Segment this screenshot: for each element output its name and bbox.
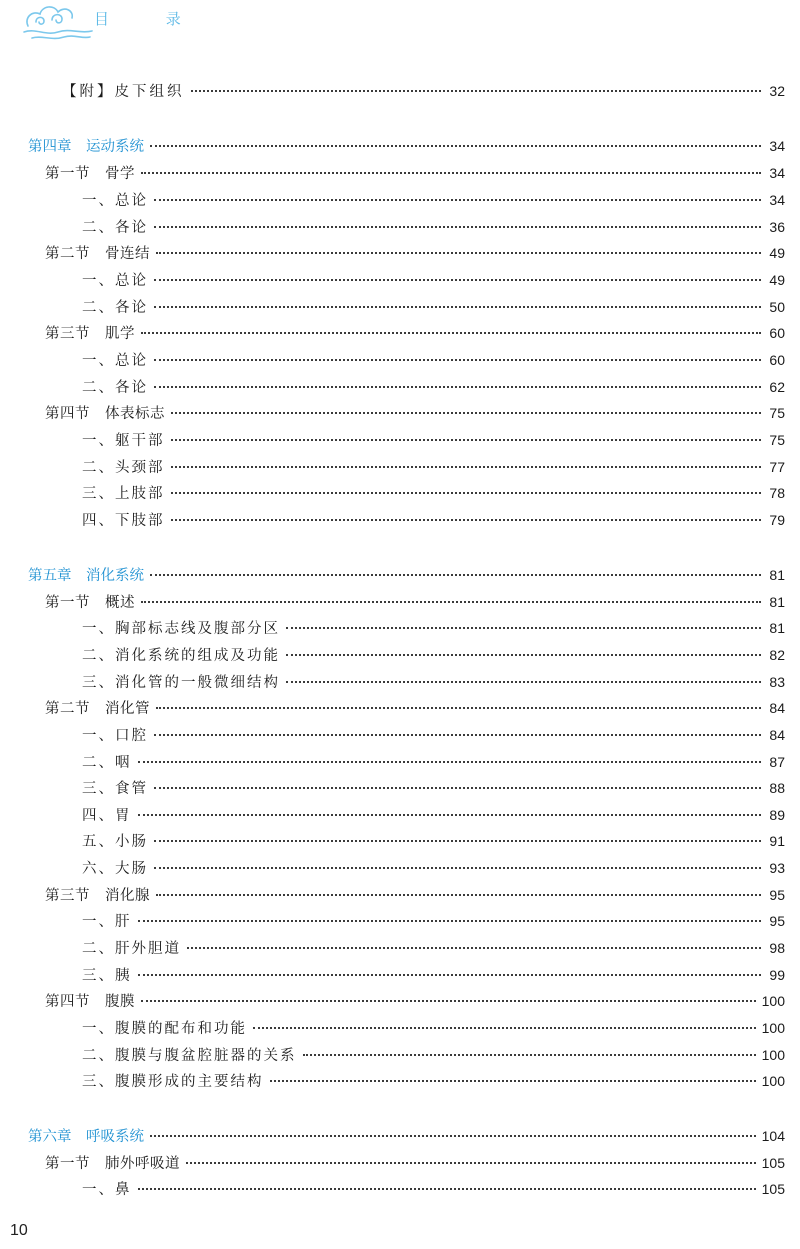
dot-leader (138, 974, 762, 976)
toc-entry-page-number: 82 (769, 647, 785, 663)
dot-leader (286, 654, 761, 656)
toc-entry-label: 一、腹膜的配布和功能 (82, 1021, 247, 1037)
dot-leader (171, 466, 762, 468)
dot-leader (154, 867, 761, 869)
toc-entry-label: 一、肝 (82, 914, 132, 930)
dot-leader (270, 1080, 756, 1082)
toc-subsection-entry[interactable] (82, 725, 785, 745)
toc-entry-label: 三、胰 (82, 968, 132, 984)
dot-leader (141, 1000, 756, 1002)
toc-subsection-entry[interactable] (82, 645, 785, 665)
dot-leader (154, 787, 761, 789)
toc-entry-label: 一、口腔 (82, 728, 148, 744)
dot-leader (138, 761, 762, 763)
toc-entry-page-number: 81 (769, 620, 785, 636)
toc-entry-label: 三、腹膜形成的主要结构 (82, 1074, 264, 1090)
toc-entry-label: 四、胃 (82, 808, 132, 824)
toc-entry-label: 二、各论 (82, 220, 148, 236)
toc-entry-label: 第五章 消化系统 (28, 568, 144, 584)
dot-leader (154, 386, 761, 388)
dot-leader (138, 814, 762, 816)
toc-entry-page-number: 83 (769, 674, 785, 690)
toc-entry-page-number: 75 (769, 405, 785, 421)
toc-section-entry[interactable] (45, 403, 785, 423)
dot-leader (156, 252, 761, 254)
dot-leader (154, 226, 761, 228)
toc-entry-label: 第一节 肺外呼吸道 (45, 1156, 180, 1172)
toc-section-entry[interactable] (45, 885, 785, 905)
toc-subsection-entry[interactable] (82, 510, 785, 530)
toc-subsection-entry[interactable] (82, 217, 785, 237)
toc-entry-label: 四、下肢部 (82, 513, 165, 529)
dot-leader (253, 1027, 756, 1029)
toc-entry-page-number: 105 (761, 1181, 785, 1197)
toc-subsection-entry[interactable] (82, 1179, 785, 1199)
toc-subsection-entry[interactable] (82, 672, 785, 692)
toc-entry-page-number: 36 (769, 219, 785, 235)
toc-entry-page-number: 84 (769, 700, 785, 716)
toc-entry-label: 一、胸部标志线及腹部分区 (82, 621, 280, 637)
dot-leader (187, 947, 761, 949)
toc-entry-page-number: 32 (769, 83, 785, 99)
toc-entry-label: 第一节 骨学 (45, 166, 135, 182)
toc-entry-page-number: 49 (769, 245, 785, 261)
toc-entry-label: 一、躯干部 (82, 433, 165, 449)
dot-leader (286, 681, 761, 683)
toc-section-entry[interactable] (45, 1153, 785, 1173)
toc-subsection-entry[interactable] (82, 1071, 785, 1091)
toc-section-entry[interactable] (45, 323, 785, 343)
toc-subsection-entry[interactable] (82, 1018, 785, 1038)
toc-entry-label: 一、总论 (82, 193, 148, 209)
toc-entry-page-number: 81 (769, 594, 785, 610)
dot-leader (171, 439, 762, 441)
toc-entry-page-number: 77 (769, 459, 785, 475)
toc-entry-label: 二、各论 (82, 380, 148, 396)
dot-leader (154, 199, 761, 201)
toc-entry-label: 二、各论 (82, 300, 148, 316)
toc-entry-page-number: 34 (769, 138, 785, 154)
toc-chapter-entry[interactable] (28, 1126, 785, 1146)
toc-section-entry[interactable] (45, 243, 785, 263)
toc-entry-page-number: 60 (769, 325, 785, 341)
dot-leader (150, 145, 761, 147)
toc-entry-page-number: 34 (769, 165, 785, 181)
toc-section-entry[interactable] (45, 698, 785, 718)
toc-subsection-entry[interactable] (82, 377, 785, 397)
toc-subsection-entry[interactable] (82, 350, 785, 370)
dot-leader (286, 627, 761, 629)
toc-entry-label: 第四节 腹膜 (45, 994, 135, 1010)
toc-entry-label: 一、总论 (82, 353, 148, 369)
toc-entry-label: 三、消化管的一般微细结构 (82, 675, 280, 691)
toc-entry-label: 【附】皮下组织 (62, 84, 185, 100)
toc-entry-page-number: 88 (769, 780, 785, 796)
toc-entry-page-number: 49 (769, 272, 785, 288)
toc-section-entry[interactable] (45, 991, 785, 1011)
toc-appendix-entry[interactable] (62, 81, 785, 101)
toc-entry-label: 二、消化系统的组成及功能 (82, 648, 280, 664)
toc-subsection-entry[interactable] (82, 831, 785, 851)
toc-entry-label: 第二节 骨连结 (45, 246, 150, 262)
toc-entry-label: 二、头颈部 (82, 460, 165, 476)
dot-leader (303, 1054, 756, 1056)
toc-entry-page-number: 95 (769, 887, 785, 903)
toc-entry-label: 五、小肠 (82, 834, 148, 850)
toc-subsection-entry[interactable] (82, 805, 785, 825)
toc-section-entry[interactable] (45, 163, 785, 183)
dot-leader (138, 920, 762, 922)
dot-leader (154, 359, 761, 361)
toc-subsection-entry[interactable] (82, 430, 785, 450)
dot-leader (171, 492, 762, 494)
toc-entry-page-number: 50 (769, 299, 785, 315)
toc-entry-page-number: 91 (769, 833, 785, 849)
dot-leader (150, 574, 761, 576)
page-number: 10 (10, 1222, 28, 1239)
toc-entry-label: 二、咽 (82, 755, 132, 771)
toc-entry-label: 第一节 概述 (45, 595, 135, 611)
toc-entry-page-number: 75 (769, 432, 785, 448)
toc-entry-label: 三、食管 (82, 781, 148, 797)
toc-entry-page-number: 100 (761, 1047, 785, 1063)
toc-entry-page-number: 93 (769, 860, 785, 876)
toc-entry-page-number: 84 (769, 727, 785, 743)
dot-leader (154, 306, 761, 308)
dot-leader (156, 707, 761, 709)
toc-entry-page-number: 79 (769, 512, 785, 528)
dot-leader (156, 894, 761, 896)
toc-entry-page-number: 100 (761, 1020, 785, 1036)
toc-entry-label: 二、腹膜与腹盆腔脏器的关系 (82, 1048, 297, 1064)
toc-entry-page-number: 104 (761, 1128, 785, 1144)
toc-subsection-entry[interactable] (82, 965, 785, 985)
toc-chapter-entry[interactable] (28, 136, 785, 156)
toc-entry-page-number: 100 (761, 1073, 785, 1089)
dot-leader (150, 1135, 756, 1137)
dot-leader (141, 332, 761, 334)
dot-leader (171, 412, 761, 414)
toc-subsection-entry[interactable] (82, 1045, 785, 1065)
toc-subsection-entry[interactable] (82, 938, 785, 958)
dot-leader (154, 734, 761, 736)
toc-entry-page-number: 78 (769, 485, 785, 501)
dot-leader (186, 1162, 756, 1164)
toc-subsection-entry[interactable] (82, 483, 785, 503)
toc-subsection-entry[interactable] (82, 778, 785, 798)
toc-entry-page-number: 95 (769, 913, 785, 929)
toc-subsection-entry[interactable] (82, 190, 785, 210)
toc-entry-page-number: 100 (761, 993, 785, 1009)
toc-entry-page-number: 89 (769, 807, 785, 823)
toc-subsection-entry[interactable] (82, 911, 785, 931)
toc-subsection-entry[interactable] (82, 457, 785, 477)
dot-leader (138, 1188, 756, 1190)
toc-entry-label: 第六章 呼吸系统 (28, 1129, 144, 1145)
toc-entry-label: 二、肝外胆道 (82, 941, 181, 957)
toc-entry-label: 第三节 消化腺 (45, 888, 150, 904)
toc-entry-page-number: 81 (769, 567, 785, 583)
toc-entry-page-number: 99 (769, 967, 785, 983)
toc-entry-label: 三、上肢部 (82, 486, 165, 502)
dot-leader (191, 90, 762, 92)
dot-leader (154, 279, 761, 281)
toc-entry-page-number: 105 (761, 1155, 785, 1171)
toc-entry-page-number: 87 (769, 754, 785, 770)
dot-leader (154, 840, 761, 842)
dot-leader (141, 172, 761, 174)
toc-subsection-entry[interactable] (82, 297, 785, 317)
toc-chapter-entry[interactable] (28, 565, 785, 585)
toc-entry-label: 一、鼻 (82, 1182, 132, 1198)
toc-entry-page-number: 34 (769, 192, 785, 208)
toc-entry-label: 第二节 消化管 (45, 701, 150, 717)
toc-entry-page-number: 62 (769, 379, 785, 395)
dot-leader (141, 601, 761, 603)
toc-heading: 目 录 (94, 10, 207, 28)
toc-subsection-entry[interactable] (82, 858, 785, 878)
toc-subsection-entry[interactable] (82, 752, 785, 772)
toc-subsection-entry[interactable] (82, 618, 785, 638)
toc-entry-label: 六、大肠 (82, 861, 148, 877)
toc-section-entry[interactable] (45, 592, 785, 612)
dot-leader (171, 519, 762, 521)
toc-subsection-entry[interactable] (82, 270, 785, 290)
toc-entry-page-number: 60 (769, 352, 785, 368)
toc-entry-label: 一、总论 (82, 273, 148, 289)
toc-entry-label: 第四章 运动系统 (28, 139, 144, 155)
toc-entry-label: 第四节 体表标志 (45, 406, 165, 422)
toc-entry-label: 第三节 肌学 (45, 326, 135, 342)
toc-entry-page-number: 98 (769, 940, 785, 956)
